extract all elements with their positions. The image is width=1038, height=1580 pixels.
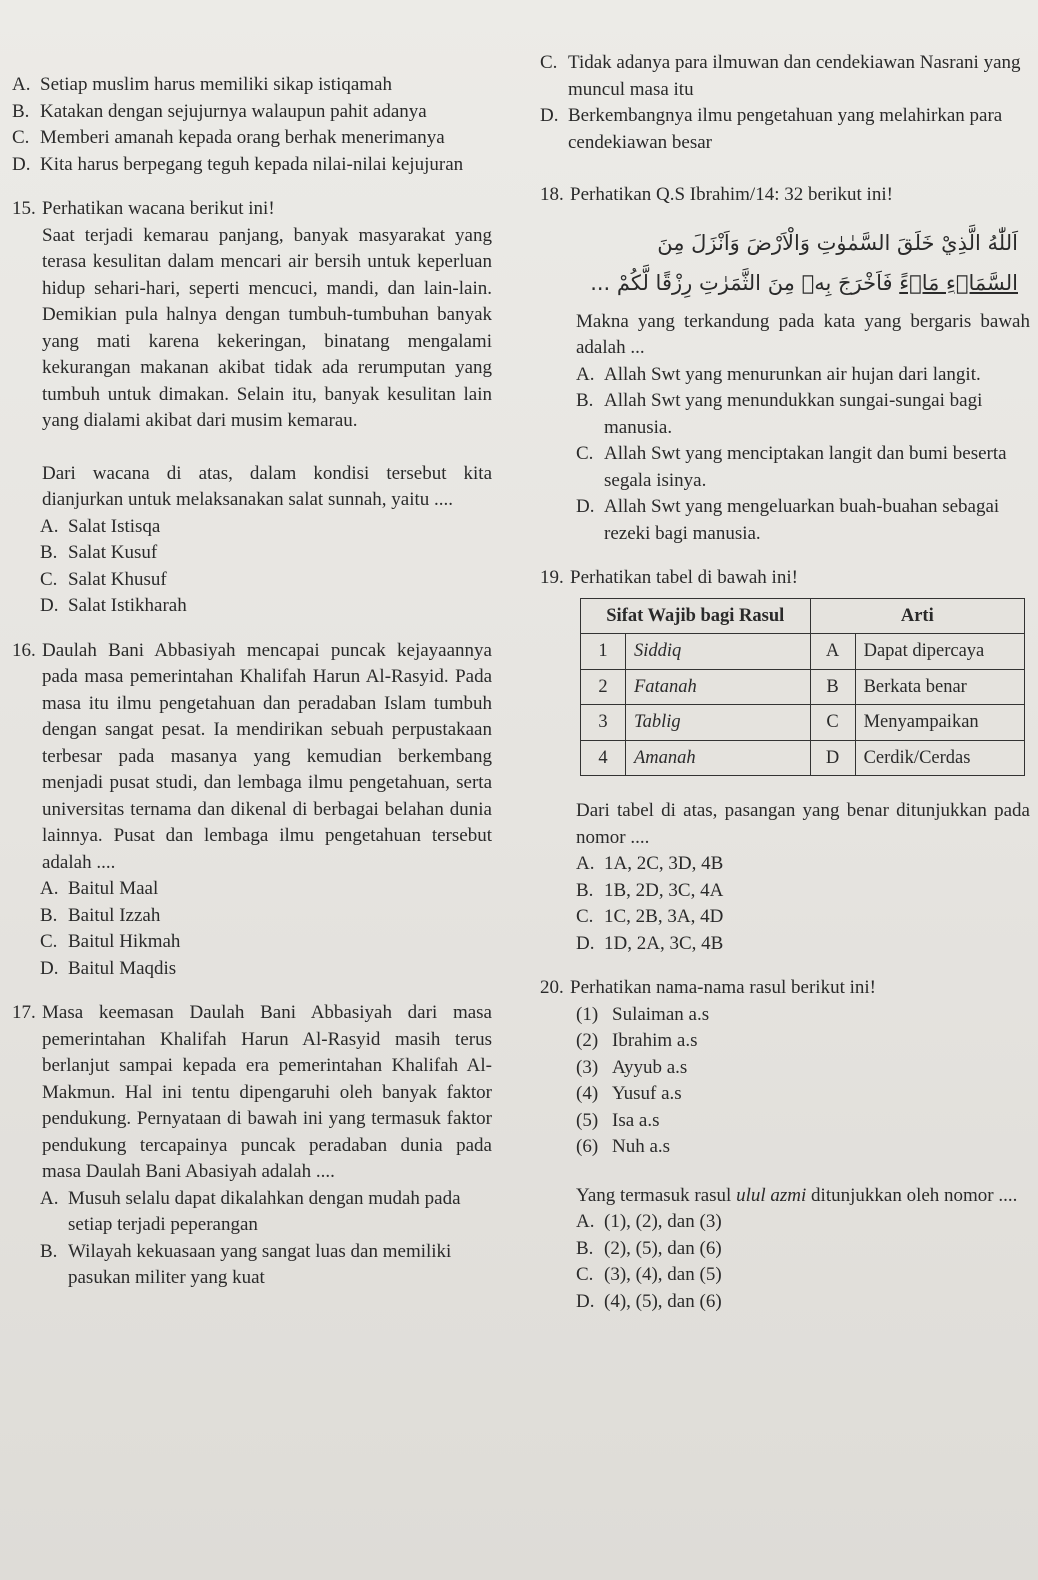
sifat-wajib-table	[580, 598, 1025, 777]
list-item	[576, 1055, 1030, 1082]
question-passage: Saat terjadi kemarau panjang, banyak masyarakat yang terasa kesulitan dalam mencari air bersih untuk keperluan hidup sehari-hari, seperti mencuci, mandi, dan lain-lain. Demikian pula halnya dengan tumbuh-tumbuhan banyak yang mati karena kekeringan, binatang mengalami kekurangan makanan akibat tidak ada rerumputan yang tumbuh untuk dimakan. Selain itu, banyak kesulitan lain yang dialami akibat dari musim kemarau.	[42, 224, 492, 431]
option-letter: D.	[576, 1290, 595, 1312]
question-stem: Daulah Bani Abbasiyah mencapai puncak kejayaannya pada masa pemerintahan Khalifah Harun Al-Rasyid. Pada masa itu ilmu pengetahuan dan peradaban Islam tumbuh dengan sangat pesat. Ia mendirikan sebuah perpustakaan terbesar pada masanya yang kemudian berkembang menjadi pusat studi, dan lembaga ilmu pengetahuan, serta universitas ternama dan dikenal di berbagai belahan dunia lainnya. Pusat dan lembaga ilmu pengetahuan tersebut adalah ....	[42, 639, 492, 873]
list-text: Ibrahim a.s	[612, 1030, 698, 1051]
option-text: (2), (5), dan (6)	[604, 1237, 722, 1259]
q18-option-c[interactable]	[576, 441, 1030, 494]
q16-option-d[interactable]	[40, 956, 492, 983]
option-text: Allah Swt yang menundukkan sungai-sungai bagi manusia.	[604, 390, 983, 438]
option-text: Katakan dengan sejujurnya walaupun pahit adanya	[40, 100, 427, 122]
option-text: Memberi amanah kepada orang berhak menerimanya	[40, 127, 445, 148]
option-letter: B.	[576, 879, 594, 901]
q19-option-d[interactable]	[576, 931, 1030, 958]
table-header: Sifat Wajib bagi Rasul	[581, 598, 811, 634]
q15-option-c[interactable]	[40, 567, 492, 594]
option-text: Allah Swt yang menurunkan air hujan dari langit.	[604, 363, 981, 385]
option-letter: D.	[540, 105, 559, 126]
list-text: Sulaiman a.s	[612, 1003, 710, 1025]
option-letter: B.	[40, 904, 58, 926]
option-text: (4), (5), dan (6)	[604, 1290, 722, 1312]
q15-option-a[interactable]	[40, 514, 492, 541]
option-letter: D.	[576, 932, 595, 954]
list-text: Nuh a.s	[612, 1136, 671, 1157]
list-text: Ayyub a.s	[612, 1056, 688, 1078]
question-17	[12, 1000, 492, 1186]
question-15	[12, 196, 492, 514]
q20-option-a[interactable]	[576, 1209, 1030, 1236]
option-letter: A.	[576, 363, 595, 385]
option-letter: C.	[40, 568, 58, 590]
option-text: Allah Swt yang mengeluarkan buah-buahan sebagai rezeki bagi manusia.	[604, 496, 1000, 544]
option-text: (1), (2), dan (3)	[604, 1211, 722, 1232]
table-cell: Tablig	[626, 705, 811, 741]
q14-option-a[interactable]	[12, 72, 492, 99]
option-text: 1B, 2D, 3C, 4A	[604, 879, 724, 901]
table-cell: C	[810, 705, 855, 741]
question-stem: Perhatikan nama-nama rasul berikut ini!	[570, 977, 877, 998]
question-prompt: Makna yang terkandung pada kata yang bergaris bawah adalah ...	[576, 310, 1030, 358]
q20-option-b[interactable]	[576, 1236, 1030, 1263]
q16-options	[12, 876, 492, 982]
option-text: Wilayah kekuasaan yang sangat luas dan memiliki pasukan militer yang kuat	[68, 1240, 452, 1288]
question-stem: Perhatikan wacana berikut ini!	[42, 198, 275, 219]
table-cell: Cerdik/Cerdas	[855, 740, 1024, 776]
question-prompt: Dari wacana di atas, dalam kondisi tersebut kita dianjurkan untuk melaksanakan salat sunnah, yaitu ....	[42, 462, 492, 510]
list-text: Yusuf a.s	[612, 1083, 682, 1104]
q20-option-d[interactable]	[576, 1289, 1030, 1316]
table-row	[581, 634, 1025, 670]
q15-options	[12, 514, 492, 620]
q17-option-d[interactable]	[540, 103, 1030, 156]
list-number: (2)	[576, 1030, 599, 1051]
option-letter: B.	[576, 390, 594, 411]
question-prompt: Dari tabel di atas, pasangan yang benar ditunjukkan pada nomor ....	[576, 800, 1030, 848]
table-cell: Dapat dipercaya	[855, 634, 1024, 670]
option-letter: A.	[576, 853, 595, 874]
question-number: 15.	[12, 198, 36, 219]
table-cell: Menyampaikan	[855, 705, 1024, 741]
option-text: Musuh selalu dapat dikalahkan dengan mudah pada setiap terjadi peperangan	[68, 1187, 461, 1235]
option-text: Kita harus berpegang teguh kepada nilai-nilai kejujuran	[40, 153, 464, 175]
q18-option-b[interactable]	[576, 388, 1030, 441]
q16-option-a[interactable]	[40, 876, 492, 903]
table-cell: Siddiq	[626, 634, 811, 670]
option-letter: D.	[576, 496, 595, 517]
option-letter: A.	[40, 515, 59, 537]
table-row	[581, 705, 1025, 741]
option-letter: B.	[40, 542, 58, 563]
question-prompt	[540, 1183, 1030, 1210]
option-text: Setiap muslim harus memiliki sikap istiqamah	[40, 74, 392, 95]
option-letter: A.	[40, 1187, 59, 1209]
q14-option-c[interactable]	[12, 125, 492, 152]
option-letter: D.	[12, 153, 31, 175]
question-number: 18.	[540, 184, 564, 205]
table-header-row	[581, 598, 1025, 634]
prompt-emphasis: ulul azmi	[736, 1184, 807, 1206]
list-item	[576, 1108, 1030, 1135]
q17-options-continued	[540, 50, 1030, 156]
table-cell: A	[810, 634, 855, 670]
q20-option-c[interactable]	[576, 1262, 1030, 1289]
table-cell: Amanah	[626, 740, 811, 776]
option-text: Salat Istikharah	[68, 595, 187, 616]
question-stem: Perhatikan tabel di bawah ini!	[570, 567, 798, 588]
left-column	[12, 72, 492, 1292]
q19-option-a[interactable]	[576, 851, 1030, 878]
q17-options	[12, 1186, 492, 1292]
option-text: Baitul Maqdis	[68, 957, 177, 979]
q18-option-d[interactable]	[576, 494, 1030, 547]
option-text: 1C, 2B, 3A, 4D	[604, 906, 724, 927]
q17-option-c[interactable]	[540, 50, 1030, 103]
option-letter: C.	[12, 127, 30, 148]
q14-option-b[interactable]	[12, 99, 492, 126]
option-letter: C.	[540, 52, 558, 73]
list-text: Isa a.s	[612, 1109, 660, 1131]
table-row	[581, 669, 1025, 705]
prompt-text: ditunjukkan oleh nomor ....	[806, 1184, 1018, 1206]
option-text: Baitul Izzah	[68, 904, 161, 926]
option-letter: A.	[40, 878, 59, 899]
list-number: (4)	[576, 1083, 599, 1104]
option-letter: C.	[40, 931, 58, 952]
option-text: Salat Khusuf	[68, 568, 167, 590]
q19-options	[576, 851, 1030, 957]
table-cell: B	[810, 669, 855, 705]
q19-option-b[interactable]	[576, 878, 1030, 905]
q19-option-c[interactable]	[576, 904, 1030, 931]
q15-option-b[interactable]	[40, 540, 492, 567]
prompt-text: Yang termasuk rasul	[576, 1184, 737, 1206]
question-number: 19.	[540, 567, 564, 588]
question-number: 16.	[12, 639, 36, 661]
option-text: Baitul Hikmah	[68, 931, 181, 952]
table-cell: 1	[581, 634, 626, 670]
question-18	[540, 182, 1030, 209]
table-cell: D	[810, 740, 855, 776]
question-16	[12, 638, 492, 877]
option-text: Allah Swt yang menciptakan langit dan bumi beserta segala isinya.	[604, 443, 1007, 491]
option-text: Berkembangnya ilmu pengetahuan yang melahirkan para cendekiawan besar	[568, 105, 1003, 153]
option-letter: A.	[576, 1211, 595, 1232]
option-text: Salat Istisqa	[68, 515, 161, 537]
arabic-text: فَاَخْرَجَ بِهٖ مِنَ الثَّمَرٰتِ رِزْقًا لَّكُمْ ...	[590, 270, 900, 295]
option-text: Baitul Maal	[68, 878, 159, 899]
question-number: 20.	[540, 977, 564, 998]
option-text: 1A, 2C, 3D, 4B	[604, 853, 724, 874]
q15-option-d[interactable]	[40, 593, 492, 620]
option-letter: B.	[40, 1240, 58, 1262]
option-letter: C.	[576, 906, 594, 927]
q18-options	[540, 362, 1030, 548]
rasul-list	[576, 1002, 1030, 1161]
option-letter: B.	[12, 100, 30, 122]
q17-option-b[interactable]	[40, 1239, 492, 1292]
list-item	[576, 1028, 1030, 1055]
table-cell: Berkata benar	[855, 669, 1024, 705]
table-cell: Fatanah	[626, 669, 811, 705]
list-item	[576, 1002, 1030, 1029]
list-number: (3)	[576, 1056, 599, 1078]
q14-options	[12, 72, 492, 178]
option-text: (3), (4), dan (5)	[604, 1264, 722, 1285]
question-20	[540, 975, 1030, 1002]
q17-option-a[interactable]	[40, 1186, 492, 1239]
q16-option-b[interactable]	[40, 903, 492, 930]
option-text: Salat Kusuf	[68, 542, 158, 563]
question-19	[540, 565, 1030, 592]
option-letter: B.	[576, 1237, 594, 1259]
q20-options	[576, 1209, 1030, 1315]
question-stem: Masa keemasan Daulah Bani Abbasiyah dari masa pemerintahan Khalifah Harun Al-Rasyid masih terus berlanjut sampai kepada era pemerintahan Khalifah Al-Makmun. Hal ini tentu dipengaruhi oleh banyak faktor pendukung. Pernyataan di bawah ini yang termasuk faktor pendukung tercapainya puncak peradaban dunia pada masa Daulah Bani Abasiyah adalah ....	[42, 1002, 492, 1182]
option-text: Tidak adanya para ilmuwan dan cendekiawan Nasrani yang muncul masa itu	[568, 52, 1021, 100]
q16-option-c[interactable]	[40, 929, 492, 956]
q14-option-d[interactable]	[12, 152, 492, 179]
arabic-line: اَللّٰهُ الَّذِيْ خَلَقَ السَّمٰوٰتِ وَالْاَرْضَ وَاَنْزَلَ مِنَ	[657, 230, 1018, 255]
option-letter: A.	[12, 74, 31, 95]
quran-verse	[540, 223, 1018, 303]
question-stem: Perhatikan Q.S Ibrahim/14: 32 berikut ini!	[570, 184, 893, 205]
list-number: (1)	[576, 1003, 599, 1025]
table-cell: 2	[581, 669, 626, 705]
option-letter: C.	[576, 1264, 594, 1285]
list-item	[576, 1134, 1030, 1161]
table-cell: 4	[581, 740, 626, 776]
arabic-underlined-word: السَّمَاۤءِ مَاۤءً	[899, 270, 1018, 295]
question-number: 17.	[12, 1002, 36, 1023]
option-letter: D.	[40, 957, 59, 979]
list-item	[576, 1081, 1030, 1108]
table-row	[581, 740, 1025, 776]
option-text: 1D, 2A, 3C, 4B	[604, 932, 724, 954]
option-letter: D.	[40, 595, 59, 616]
q18-option-a[interactable]	[576, 362, 1030, 389]
table-header: Arti	[810, 598, 1024, 634]
list-number: (6)	[576, 1136, 599, 1157]
table-cell: 3	[581, 705, 626, 741]
option-letter: C.	[576, 443, 594, 464]
right-column	[540, 50, 1030, 1315]
arabic-line	[540, 263, 1018, 303]
list-number: (5)	[576, 1109, 599, 1131]
